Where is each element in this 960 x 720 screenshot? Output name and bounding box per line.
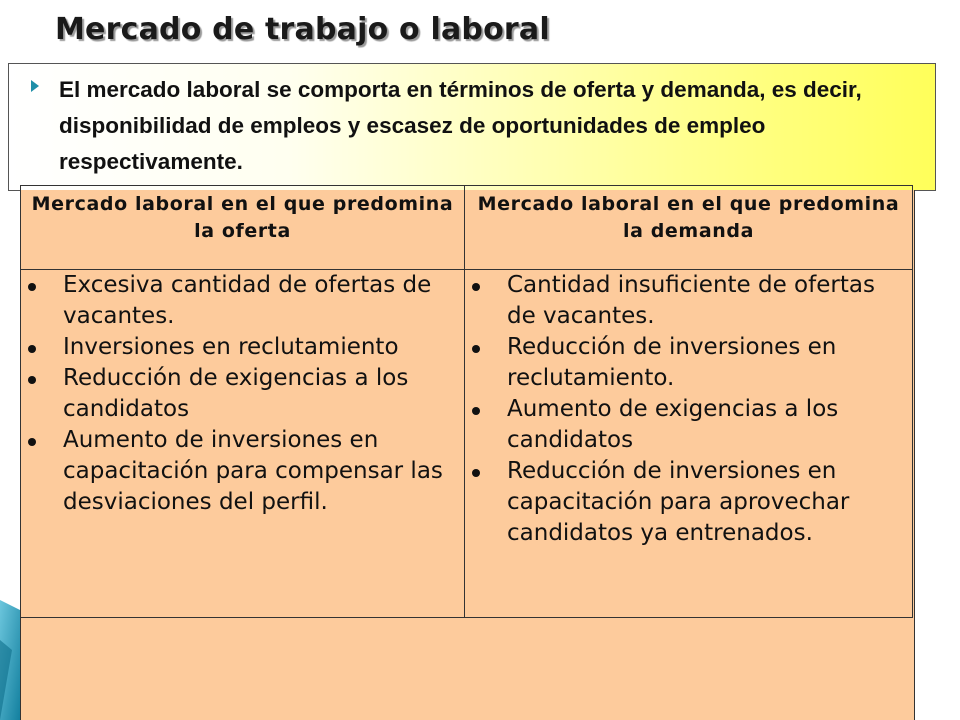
list-item-text: Excesiva cantidad de ofertas de vacantes. — [63, 272, 432, 329]
bullet-dot-icon — [28, 438, 36, 446]
arrow-bullet-icon — [31, 80, 39, 92]
bullet-dot-icon — [472, 407, 480, 415]
slide-title: Mercado de trabajo o laboral — [55, 12, 550, 47]
bullet-dot-icon — [472, 345, 480, 353]
list-item — [465, 332, 912, 394]
list-item — [465, 270, 912, 332]
header-offer: Mercado laboral en el que predomina la oferta — [21, 186, 465, 270]
bullet-dot-icon — [28, 283, 36, 291]
header-demand: Mercado laboral en el que predomina la demanda — [465, 186, 913, 270]
list-item-text: Aumento de exigencias a los candidatos — [507, 396, 839, 453]
list-item-text: Aumento de inversiones en capacitación para compensar las desviaciones del perfil. — [63, 427, 443, 515]
list-item — [21, 363, 464, 425]
intro-text: El mercado laboral se comporta en términos de oferta y demanda, es decir, disponibilidad de empleos y escasez de oportunidades de empleo respectivamente. — [59, 77, 862, 174]
list-item — [465, 456, 912, 549]
table-header-row — [21, 186, 913, 270]
list-item — [21, 332, 464, 363]
bullet-dot-icon — [28, 345, 36, 353]
offer-cell — [21, 270, 465, 618]
list-item-text: Reducción de inversiones en reclutamiento. — [507, 334, 837, 391]
comparison-table — [20, 185, 913, 618]
intro-box — [8, 63, 936, 191]
list-item — [465, 394, 912, 456]
list-item-text: Reducción de exigencias a los candidatos — [63, 365, 409, 422]
demand-cell — [465, 270, 913, 618]
list-item-text: Inversiones en reclutamiento — [63, 334, 399, 360]
list-item-text: Reducción de inversiones en capacitación para aprovechar candidatos ya entrenados. — [507, 458, 850, 546]
bullet-dot-icon — [28, 376, 36, 384]
bullet-dot-icon — [472, 469, 480, 477]
list-item — [21, 270, 464, 332]
demand-list — [465, 270, 912, 549]
list-item — [21, 425, 464, 518]
offer-list — [21, 270, 464, 518]
table-body-row — [21, 270, 913, 618]
bullet-dot-icon — [472, 283, 480, 291]
list-item-text: Cantidad insuficiente de ofertas de vacantes. — [507, 272, 875, 329]
